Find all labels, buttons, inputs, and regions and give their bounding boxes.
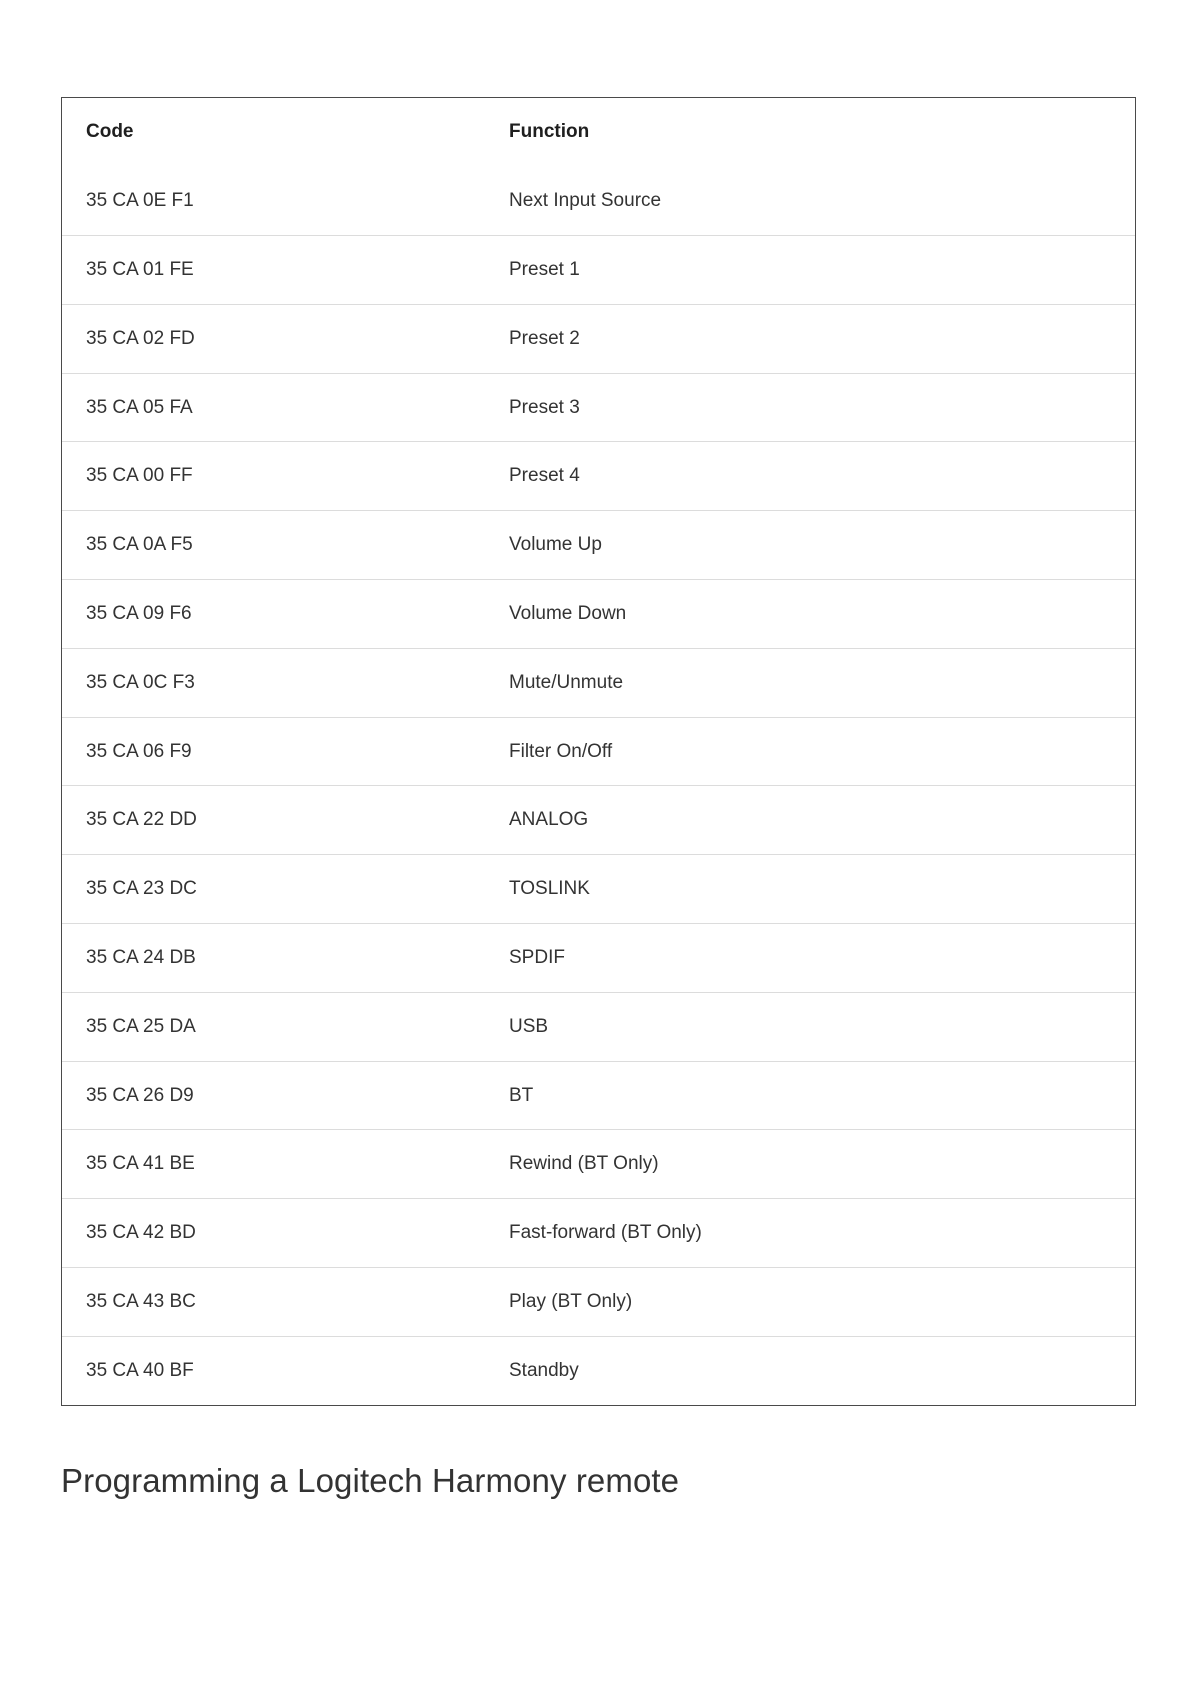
table-body (62, 167, 1135, 1405)
table-row (62, 373, 1135, 442)
cell-code: 35 CA 41 BE (62, 1130, 485, 1199)
table-row (62, 1268, 1135, 1337)
column-header-function: Function (509, 121, 590, 143)
cell-code: 35 CA 40 BF (62, 1336, 485, 1405)
cell-function: Preset 4 (485, 442, 1135, 511)
cell-function: Rewind (BT Only) (485, 1130, 1135, 1199)
cell-code: 35 CA 43 BC (62, 1268, 485, 1337)
cell-code: 35 CA 09 F6 (62, 580, 485, 649)
cell-function: BT (485, 1061, 1135, 1130)
cell-code: 35 CA 42 BD (62, 1199, 485, 1268)
cell-function: Preset 3 (485, 373, 1135, 442)
table-row (62, 1336, 1135, 1405)
cell-function: Preset 1 (485, 236, 1135, 305)
cell-function: Filter On/Off (485, 717, 1135, 786)
cell-code: 35 CA 06 F9 (62, 717, 485, 786)
cell-function: Mute/Unmute (485, 648, 1135, 717)
table-row (62, 511, 1135, 580)
cell-code: 35 CA 22 DD (62, 786, 485, 855)
column-header-code: Code (86, 121, 134, 143)
ir-code-table (61, 97, 1136, 1406)
table-header-row (62, 98, 1135, 167)
cell-function: Preset 2 (485, 304, 1135, 373)
table-row (62, 924, 1135, 993)
table-row (62, 1061, 1135, 1130)
cell-function: Next Input Source (509, 189, 662, 211)
cell-code: 35 CA 05 FA (62, 373, 485, 442)
cell-function: SPDIF (485, 924, 1135, 993)
cell-code: 35 CA 24 DB (62, 924, 485, 993)
cell-function: ANALOG (485, 786, 1135, 855)
cell-function: Fast-forward (BT Only) (485, 1199, 1135, 1268)
section-heading: Programming a Logitech Harmony remote (61, 1462, 680, 1499)
table-row (62, 855, 1135, 924)
table-row (62, 1130, 1135, 1199)
cell-code: 35 CA 02 FD (62, 304, 485, 373)
cell-function: USB (485, 992, 1135, 1061)
cell-code: 35 CA 0E F1 (86, 189, 194, 211)
table-row (62, 304, 1135, 373)
cell-code: 35 CA 0A F5 (62, 511, 485, 580)
cell-code: 35 CA 01 FE (62, 236, 485, 305)
cell-function: TOSLINK (485, 855, 1135, 924)
table-row (62, 648, 1135, 717)
table-row (62, 442, 1135, 511)
table-row (62, 236, 1135, 305)
cell-code: 35 CA 23 DC (62, 855, 485, 924)
table-row (62, 167, 1135, 236)
cell-code: 35 CA 25 DA (62, 992, 485, 1061)
cell-code: 35 CA 0C F3 (62, 648, 485, 717)
table-row (62, 992, 1135, 1061)
cell-function: Volume Up (485, 511, 1135, 580)
table-row (62, 717, 1135, 786)
table-row (62, 786, 1135, 855)
code-function-table (62, 98, 1135, 1405)
cell-function: Standby (485, 1336, 1135, 1405)
cell-code: 35 CA 26 D9 (62, 1061, 485, 1130)
cell-function: Volume Down (485, 580, 1135, 649)
cell-code: 35 CA 00 FF (62, 442, 485, 511)
table-row (62, 580, 1135, 649)
cell-function: Play (BT Only) (485, 1268, 1135, 1337)
table-row (62, 1199, 1135, 1268)
